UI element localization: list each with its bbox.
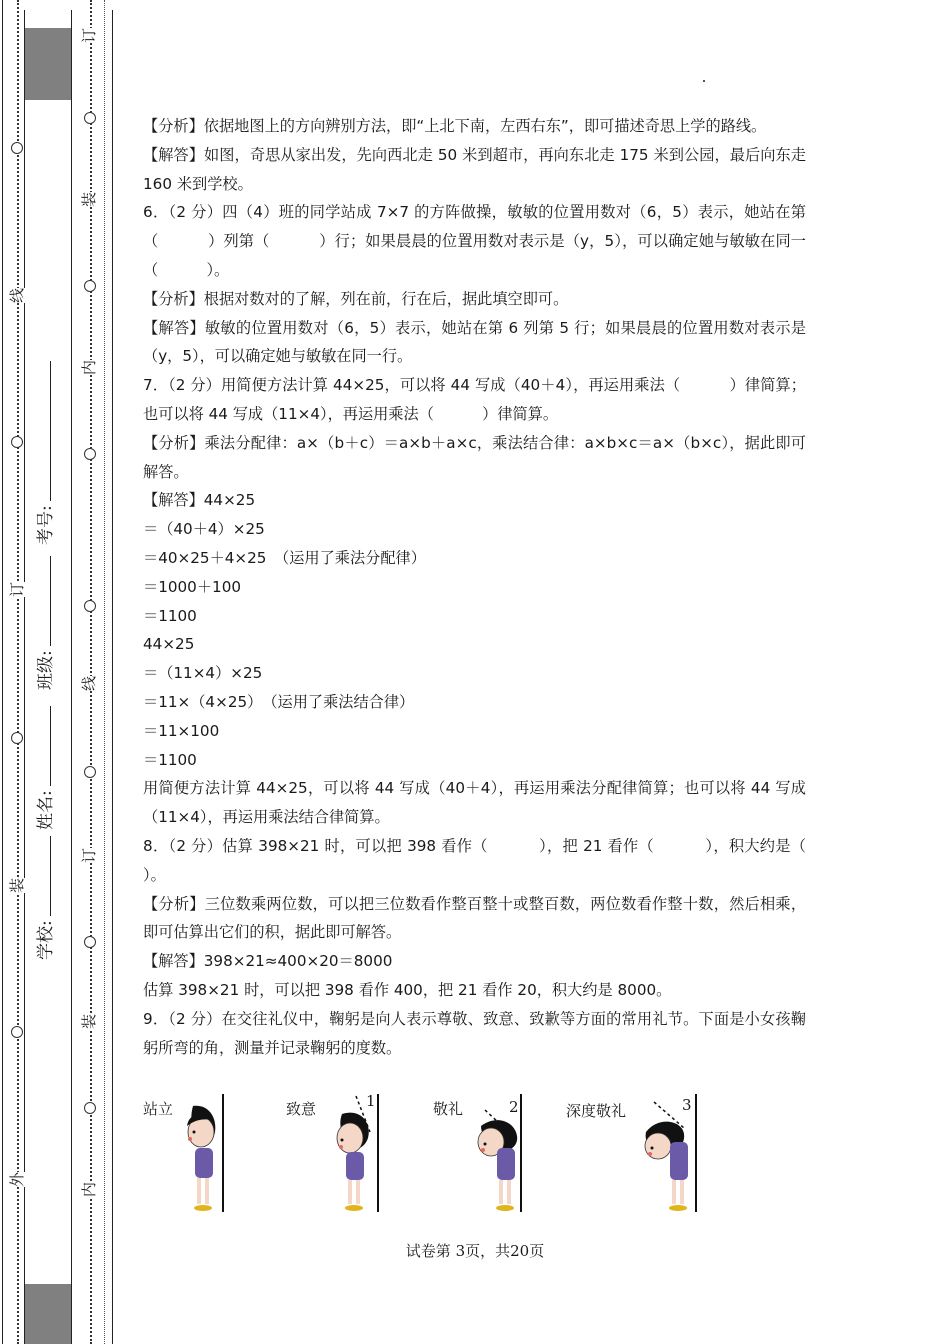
margin-char-zhuang: 装 xyxy=(80,1013,99,1030)
class-field[interactable] xyxy=(38,556,55,690)
solution-line: ＝1100 xyxy=(143,750,197,769)
margin-char-zhuang: 装 xyxy=(80,191,99,208)
figure-greeting xyxy=(286,1092,386,1218)
margin-char-ding: 订 xyxy=(80,847,99,864)
question-9: 9．（2 分）在交往礼仪中，鞠躬是向人表示尊敬、致意、致歉等方面的常用礼节。下面是小女孩鞠躬所弯的角，测量并记录鞠躬的度数。 xyxy=(143,1009,806,1057)
paragraph: 【分析】三位数乘两位数，可以把三位数看作整百整十或整百数，两位数看作整十数，然后相乘，即可估算出它们的积，据此即可解答。 xyxy=(143,894,806,942)
margin-char-ding: 订 xyxy=(80,27,99,44)
solution-line: ＝11×（4×25） （运用了乘法结合律） xyxy=(143,692,415,711)
binding-hole-circle xyxy=(84,112,96,124)
binding-margin xyxy=(0,0,118,1344)
figure-label: 敬礼 xyxy=(433,1100,464,1118)
exam-number-label: 考号: xyxy=(36,505,56,545)
solution-line: ＝11×100 xyxy=(143,721,220,740)
school-label: 学校: xyxy=(36,920,56,960)
margin-char-nei: 内 xyxy=(80,1181,99,1198)
binding-hole-circle xyxy=(84,1102,96,1114)
name-field[interactable] xyxy=(38,706,55,830)
inner-dotted-line-2 xyxy=(104,0,105,1344)
paragraph: 估算 398×21 时，可以把 398 看作 400，把 21 看作 20，积大约是 8000。 xyxy=(143,980,672,999)
school-field[interactable] xyxy=(38,836,55,960)
binding-hole-circle xyxy=(11,142,23,154)
figure-label: 深度敬礼 xyxy=(566,1102,627,1120)
question-7: 7．（2 分）用简便方法计算 44×25，可以将 44 写成（40＋4），再运用乘法（ ）律简算；也可以将 44 写成（11×4），再运用乘法（ ）律简算。 xyxy=(143,376,806,423)
binding-hole-circle xyxy=(84,936,96,948)
margin-char-zhuang-outer: 装 xyxy=(8,877,27,894)
solution-line: ＝（11×4）×25 xyxy=(143,664,263,683)
paragraph: 用简便方法计算 44×25，可以将 44 写成（40＋4），再运用乘法分配律简算；也可以将 44 写成（11×4），再运用乘法结合律简算。 xyxy=(143,779,806,827)
binding-hole-circle xyxy=(84,448,96,460)
class-label: 班级: xyxy=(36,650,56,690)
margin-outer-line xyxy=(2,0,3,1344)
bowing-figures xyxy=(143,1092,713,1218)
margin-char-wai: 外 xyxy=(8,1171,27,1188)
solution-line: ＝1000＋100 xyxy=(143,577,242,596)
paragraph: 【分析】乘法分配律：a×（b＋c）＝a×b＋a×c，乘法结合律：a×b×c＝a×（b×c），据此即可解答。 xyxy=(143,433,806,481)
margin-right-border xyxy=(112,10,113,1344)
margin-char-xian-outer: 线 xyxy=(8,287,27,304)
angle-number: 2 xyxy=(509,1098,519,1116)
margin-shade-bottom xyxy=(24,1284,72,1344)
figure-salute xyxy=(433,1092,543,1218)
solution-line: ＝（40＋4）×25 xyxy=(143,520,265,539)
solution-line: ＝40×25＋4×25 （运用了乘法分配律） xyxy=(143,548,426,567)
binding-hole-circle xyxy=(11,436,23,448)
margin-char-ding-outer: 订 xyxy=(8,581,27,598)
margin-char-xian: 线 xyxy=(80,675,99,692)
figure-label: 站立 xyxy=(143,1100,174,1118)
question-6: 6．（2 分）四（4）班的同学站成 7×7 的方阵做操，敏敏的位置用数对（6，5）表示，她站在第（ ）列第（ ）行；如果晨晨的位置用数对表示是（y，5），可以确定她与敏敏在同一（ ）。 xyxy=(143,203,806,279)
solution-line: ＝1100 xyxy=(143,606,197,625)
binding-hole-circle xyxy=(84,766,96,778)
binding-hole-circle xyxy=(84,600,96,612)
figure-deep-bow xyxy=(566,1092,713,1218)
question-content xyxy=(143,112,855,1062)
margin-char-nei: 内 xyxy=(80,359,99,376)
figure-label: 致意 xyxy=(286,1100,317,1118)
solution-line: 【解答】44×25 xyxy=(143,491,256,510)
angle-number: 3 xyxy=(682,1096,692,1114)
solution-line: 44×25 xyxy=(143,635,195,654)
binding-hole-circle xyxy=(11,1026,23,1038)
page-footer: 试卷第 3页，共20页 xyxy=(405,1242,545,1260)
paragraph: 【分析】依据地图上的方向辨别方法，即“上北下南，左西右东”，即可描述奇思上学的路线。 xyxy=(143,117,767,135)
paragraph: 【分析】根据对数对的了解，列在前，行在后，据此填空即可。 xyxy=(143,289,569,308)
paragraph: 【解答】如图，奇思从家出发，先向西北走 50 米到超市，再向东北走 175 米到公园，最后向东走 160 米到学校。 xyxy=(143,145,811,193)
figure-standing xyxy=(143,1092,243,1218)
binding-hole-circle xyxy=(84,280,96,292)
outer-dotted-line xyxy=(17,0,19,1344)
question-8: 8．（2 分）估算 398×21 时，可以把 398 看作（ ），把 21 看作（ ），积大约是（ ）。 xyxy=(143,836,855,884)
angle-number: 1 xyxy=(366,1092,376,1110)
binding-hole-circle xyxy=(11,732,23,744)
margin-shade-top xyxy=(24,28,72,100)
name-label: 姓名: xyxy=(36,790,56,830)
paragraph: 【解答】敏敏的位置用数对（6，5）表示，她站在第 6 列第 5 行；如果晨晨的位置用数对表示是（y，5），可以确定她与敏敏在同一行。 xyxy=(143,318,806,366)
speck xyxy=(703,80,705,82)
exam-number-field[interactable] xyxy=(38,361,55,545)
paragraph: 【解答】398×21≈400×20＝8000 xyxy=(143,952,393,971)
